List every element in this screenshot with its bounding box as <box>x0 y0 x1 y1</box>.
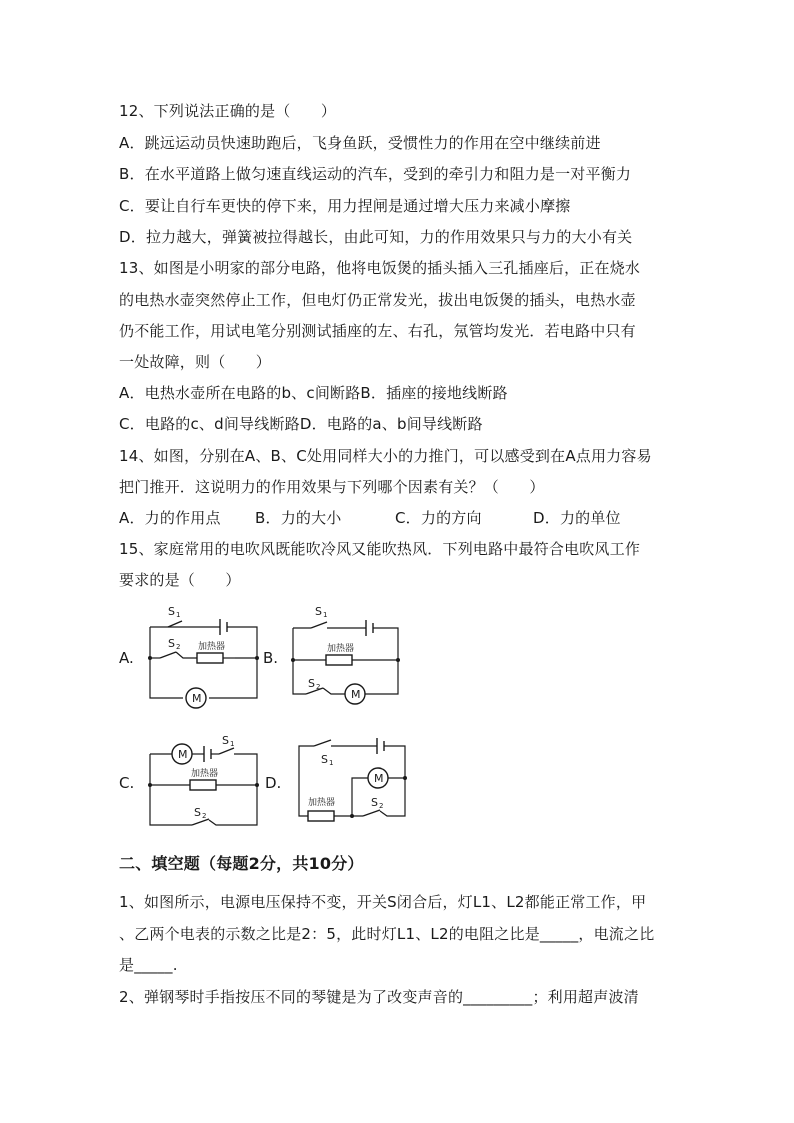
junction-dot <box>148 783 152 787</box>
switch-s1-arm <box>168 621 182 627</box>
q15-stem-line-2: 要求的是（ ） <box>119 571 241 589</box>
s1-label: S <box>315 605 322 618</box>
junction-dot <box>291 658 295 662</box>
q13-options-row-2: C．电路的c、d间导线断路D．电路的a、b间导线断路 <box>119 415 483 433</box>
q14-stem-line-1: 14、如图，分别在A、B、C处用同样大小的力推门，可以感受到在A点用力容易 <box>119 447 652 465</box>
s2-label: S <box>168 637 175 650</box>
motor-label: M <box>192 692 202 705</box>
junction-dot <box>396 658 400 662</box>
switch-s1-arm <box>314 740 331 746</box>
motor-label: M <box>178 748 188 761</box>
s2-label: S <box>194 806 201 819</box>
heater-resistor <box>308 811 334 821</box>
s1-subscript: 1 <box>176 611 181 619</box>
switch-s2-arm <box>160 652 176 658</box>
s1-subscript: 1 <box>329 759 334 767</box>
q12-option-c: C．要让自行车更快的停下来，用力捏闸是通过增大压力来减小摩擦 <box>119 197 571 215</box>
circuit-diagram-d <box>288 728 413 833</box>
heater-label: 加热器 <box>198 642 226 652</box>
motor-label: M <box>351 688 361 701</box>
q15-stem-line-1: 15、家庭常用的电吹风既能吹冷风又能吹热风．下列电路中最符合电吹风工作 <box>119 540 641 558</box>
q12-option-a: A．跳远运动员快速助跑后，飞身鱼跃，受惯性力的作用在空中继续前进 <box>119 134 601 152</box>
q13-options-row-1: A．电热水壶所在电路的b、c间断路B．插座的接地线断路 <box>119 384 508 402</box>
junction-dot <box>403 776 407 780</box>
heater-label: 加热器 <box>308 798 336 808</box>
heater-resistor <box>326 655 352 665</box>
s2-subscript: 2 <box>202 812 207 820</box>
switch-s1-arm <box>219 748 234 754</box>
heater-label: 加热器 <box>191 769 219 779</box>
choice-label-d: D. <box>265 774 282 792</box>
s2-subscript: 2 <box>316 683 321 691</box>
choice-label-a: A. <box>119 649 134 667</box>
q13-stem-line-1: 13、如图是小明家的部分电路，他将电饭煲的插头插入三孔插座后，正在烧水 <box>119 259 641 277</box>
q13-stem-line-4: 一处故障，则（ ） <box>119 353 272 371</box>
heater-resistor <box>197 653 223 663</box>
q12-stem: 12、下列说法正确的是（ ） <box>119 102 337 120</box>
junction-dot <box>350 814 354 818</box>
q13-stem-line-3: 仍不能工作，用试电笔分别测试插座的左、右孔，氖管均发光．若电路中只有 <box>119 322 636 340</box>
circuit-diagram-c <box>140 728 265 833</box>
f1-line-2: 、乙两个电表的示数之比是2：5，此时灯L1、L2的电阻之比是_____，电流之比 <box>119 925 655 943</box>
section-heading: 二、填空题（每题2分，共10分） <box>119 854 364 873</box>
s1-subscript: 1 <box>323 611 328 619</box>
junction-dot <box>255 783 259 787</box>
q12-option-b: B．在水平道路上做匀速直线运动的汽车，受到的牵引力和阻力是一对平衡力 <box>119 165 632 183</box>
q14-option-b: B．力的大小 <box>255 509 342 527</box>
heater-resistor <box>190 780 216 790</box>
f1-line-1: 1、如图所示，电源电压保持不变，开关S闭合后，灯L1、L2都能正常工作，甲 <box>119 893 647 911</box>
choice-label-c: C. <box>119 774 135 792</box>
q14-options <box>119 508 679 528</box>
junction-dot <box>255 656 259 660</box>
junction-dot <box>148 656 152 660</box>
s1-label: S <box>168 605 175 618</box>
q13-stem-line-2: 的电热水壶突然停止工作，但电灯仍正常发光，拔出电饭煲的插头，电热水壶 <box>119 291 636 309</box>
motor-label: M <box>374 772 384 785</box>
q14-option-d: D．力的单位 <box>533 509 621 527</box>
s2-label: S <box>308 677 315 690</box>
q14-option-a: A．力的作用点 <box>119 509 221 527</box>
switch-s1-arm <box>311 622 327 628</box>
circuit-diagram-a <box>140 600 265 715</box>
q14-stem-line-2: 把门推开．这说明力的作用效果与下列哪个因素有关？（ ） <box>119 478 545 496</box>
switch-s2-arm <box>363 810 380 816</box>
circuit-diagram-b <box>283 600 408 715</box>
s2-subscript: 2 <box>176 643 181 651</box>
f2-line-1: 2、弹钢琴时手指按压不同的琴键是为了改变声音的_________；利用超声波清 <box>119 988 639 1006</box>
s2-subscript: 2 <box>379 802 384 810</box>
s1-label: S <box>222 734 229 747</box>
s1-subscript: 1 <box>230 740 235 748</box>
f1-line-3: 是_____. <box>119 956 178 974</box>
heater-label: 加热器 <box>327 644 355 654</box>
choice-label-b: B. <box>263 649 279 667</box>
s1-label: S <box>321 753 328 766</box>
q12-option-d: D．拉力越大，弹簧被拉得越长，由此可知，力的作用效果只与力的大小有关 <box>119 228 633 246</box>
s2-label: S <box>371 796 378 809</box>
q14-option-c: C．力的方向 <box>395 509 482 527</box>
